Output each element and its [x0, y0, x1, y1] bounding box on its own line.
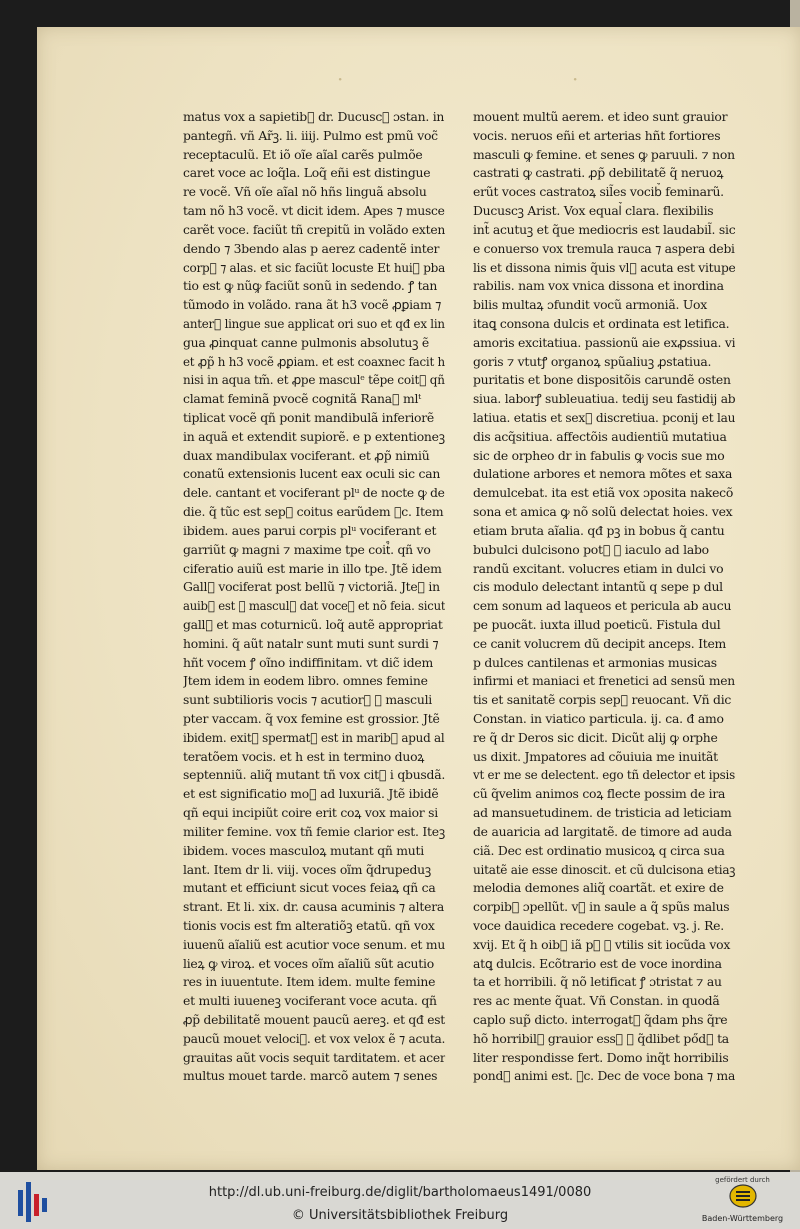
text-line: itaꝗ consona dulcis et ordinata est letifica.: [473, 315, 730, 331]
text-line: gall᷒ et mas coturnicũ. loq̃ autẽ appropriat: [183, 616, 443, 632]
text-line: die. q̃ tũc est sep᷒ coitus earũdem ꝛc. Item: [183, 504, 444, 520]
text-line: carẽt voce. faciũt tñ crepitũ in volãdo exten: [183, 221, 445, 237]
text-line: erũt voces castratoꝝ sil̃es vocib᷒ feminarũ.: [473, 184, 724, 200]
text-line: etiam bruta aĩalia. qđ pꝫ in bobus q̃ cantu: [473, 522, 725, 538]
text-line: grauitas aũt vocis sequit tarditatem. et acer: [183, 1049, 446, 1065]
text-line: qñ equi incipiũt coire erit coꝝ vox maior si: [183, 805, 438, 821]
text-line: goris ⁊ vtutꝭ organoꝝ spũaliuꝫ ꝓstatiua.: [473, 353, 712, 369]
text-line: auib᷒ est ꝙ mascul᷒ dat voceꝫ et nõ feia. sicut: [183, 598, 445, 614]
text-line: bubulci dulcisono pot᷒ ꝙ iaculo ad labo: [473, 541, 709, 557]
text-line: ibidem. voces masculoꝝ mutant qñ muti: [183, 842, 424, 858]
text-line: anter᷒ lingue sue applicat ori suo et qđ ex lin: [183, 315, 445, 331]
sponsor-logo: [695, 1176, 790, 1228]
text-line: receptaculũ. Et iõ oĩe aĩal carẽs pulmõe: [183, 146, 423, 162]
text-line: garriũt ꝙ magni ⁊ maxime tpe coit᷒. qñ vo: [183, 541, 431, 557]
text-line: gua ꝓinquat canne pulmonis absolutuꝫ ẽ: [183, 334, 430, 350]
text-line: et ꝓp̃ h h3 vocẽ ꝓꝑiam. et est coaxnec facit h: [183, 353, 445, 369]
text-line: Jtem idem in eodem libro. omnes femine: [183, 673, 428, 689]
text-line: p dulces cantilenas et armonias musicas: [473, 654, 717, 670]
page-mark-right: ·: [572, 67, 579, 91]
text-line: masculi ꝙ femine. et senes ꝙ paruuli. ⁊ non: [473, 146, 735, 162]
text-line: strant. Et li. xix. dr. causa acuminis ⁊ altera: [183, 899, 445, 915]
text-line: hñt vocem ꝭ oĩno indiffinitam. vt dic̃ idem: [183, 654, 433, 670]
text-line: latiua. etatis et sex᷒ discretiua. pconij et lau: [473, 410, 735, 425]
text-line: castrati ꝙ castrati. ꝓp̃ debilitatẽ q̃ neruoꝝ: [473, 165, 724, 181]
text-line: res ac mente q̃uat. Vñ Constan. in quodã: [473, 993, 720, 1009]
copyright-notice: © Universitätsbibliothek Freiburg: [291, 1208, 509, 1223]
text-line: demulcebat. ita est etiã vox ɔposita nakecõ: [473, 485, 734, 501]
text-line: sic de orpheo dr in fabulis ꝙ vocis sue mo: [473, 447, 725, 463]
text-line: tũmodo in volãdo. rana ãt h3 vocẽ ꝓꝑiam ⁊: [183, 297, 442, 313]
text-line: de auaricia ad largitatẽ. de timore ad auda: [473, 823, 732, 839]
text-line: ce canit volucrem dũ decipit anceps. Item: [473, 635, 727, 651]
text-line: mouent multũ aerem. et ideo sunt grauior: [473, 109, 728, 124]
text-line: vocis. neruos eñi et arterias hñt fortiores: [473, 127, 721, 143]
sponsor-label: gefördert durch: [715, 1176, 770, 1184]
text-line: xvij. Et q̃ h oib᷒ iã pꝫ ꝙ vtilis sit iocũda vox: [473, 936, 731, 952]
text-line: pter vaccam. q̃ vox femine est grossior. Jtẽ: [183, 711, 440, 726]
text-line: caplo sup̃ dicto. interrogat᷒ q̃dam phs q̃re: [473, 1012, 728, 1027]
text-line: duax mandibulax vociferant. et ꝓp̃ nimiũ: [183, 447, 430, 463]
text-line: uitatẽ aie esse dinoscit. et cũ dulcisona etiaꝫ: [473, 861, 736, 877]
text-line: sunt subtilioris vocis ⁊ acutior᷒ ꝙ masculi: [183, 692, 432, 708]
text-line: pond᷒ animi est. ꝛc. Dec de voce bona ⁊ ma: [473, 1068, 735, 1084]
text-line: melodia demones aliq̃ coartãt. et exire de: [473, 880, 724, 896]
text-line: tam nõ h3 vocẽ. vt dicit idem. Apes ⁊ musce: [183, 203, 445, 219]
text-line: pantegñ. vñ Ar̃ꝫ. li. iiij. Pulmo est pmũ voc̃: [183, 127, 438, 143]
text-line: ibidem. exit᷒ spermat᷒ est in marib᷒ apud al: [183, 729, 445, 745]
text-line: infirmi et maniaci et frenetici ad sensũ men: [473, 673, 735, 689]
page-mark-left: ·: [337, 67, 344, 91]
text-line: atꝗ dulcis. Ecõtrario est de voce inordina: [473, 955, 722, 971]
text-line: siua. laborꝭ subleuatiua. tedij seu fastidij ab: [473, 391, 736, 407]
text-line: cem sonum ad laqueos et pericula ab aucu: [473, 598, 732, 614]
text-line: Constan. in viatico particula. ij. ca. đ amo: [473, 711, 724, 726]
viewer-footer: [0, 1172, 800, 1229]
text-line: nisi in aqua tm̃. et ꝓpe masculᵉ tẽpe coit᷒ qñ: [183, 372, 445, 388]
text-line: amoris excitatiua. passionũ aie exꝓssiua. vi: [473, 334, 735, 350]
text-line: in aquã et extendit supiorẽ. e p extentioneꝫ: [183, 428, 445, 444]
text-line: bilis multaꝝ ɔfundit vocũ armoniã. Uox: [473, 297, 708, 313]
text-line: hõ horribil᷒ grauior essꝫ ꝙ q̃dlibet pőd᷒ ta: [473, 1030, 729, 1046]
text-line: lis et dissona nimis q̃uis vl᷒ acuta est vitupe: [473, 259, 736, 275]
text-line: re q̃ dr Deros sic dicit. Dicũt alij ꝙ orphe: [473, 729, 718, 745]
text-line: multus mouet tarde. marcõ autem ⁊ senes: [183, 1068, 438, 1084]
text-line: tis et sanitatẽ corpis sep᷒ reuocant. Vñ dic: [473, 692, 732, 708]
text-line: corp᷒ ⁊ alas. et sic faciũt locuste Et hui᷒ pba: [183, 259, 445, 275]
sponsor-state: Baden-Württemberg: [701, 1214, 784, 1223]
text-line: tiplicat vocẽ qñ ponit mandibulã inferiorẽ: [183, 410, 434, 425]
text-line: ta et horribili. q̃ nõ letificat ꝭ ɔtristat ⁊ au: [473, 974, 722, 990]
state-crest-icon: [728, 1184, 758, 1208]
text-column-right: [473, 108, 735, 1086]
text-line: dis acq̃sitiua. affectõis audientiũ mutatiua: [473, 428, 727, 444]
text-line: re vocẽ. Vñ oĩe aĩal nõ hñs linguã absolu: [183, 184, 427, 200]
text-line: tionis vocis est fm alteratiõꝫ etatũ. qñ vox: [183, 917, 435, 933]
text-line: teratõem vocis. et h est in termino duoꝝ: [183, 748, 425, 764]
text-line: cis modulo delectant intantũ q sepe p dul: [473, 579, 723, 595]
text-line: et multi iuueneꝫ vociferant voce acuta. qñ: [183, 993, 437, 1009]
text-line: vt er me se delectent. ego tñ delector et ipsis: [473, 767, 735, 783]
text-line: cũ q̃velim animos coꝝ flecte possim de ira: [473, 786, 726, 802]
text-line: caret voce ac loq̃la. Loq̃ eñi est distingue: [183, 165, 431, 181]
text-line: dulatione arbores et nemora mõtes et saxa: [473, 466, 733, 482]
text-line: homini. q̃ aũt natalr sunt muti sunt surdi ⁊: [183, 635, 439, 651]
text-line: pe puocãt. iuxta illud poeticũ. Fistula dul: [473, 616, 721, 632]
text-line: rabilis. nam vox vnica dissona et inordina: [473, 278, 724, 294]
text-line: ciã. Dec est ordinatio musicoꝝ q circa sua: [473, 842, 725, 858]
text-line: randũ excitant. volucres etiam in dulci vo: [473, 560, 724, 576]
text-line: tio est ꝙ nũꝙ faciũt sonũ in sedendo. ꝭ tan: [183, 278, 438, 294]
text-line: puritatis et bone dispositõis carundẽ osten: [473, 372, 731, 388]
text-line: ibidem. aues parui corpis plᵘ vociferant et: [183, 522, 437, 538]
text-line: iuuenũ aĩaliũ est acutior voce senum. et mu: [183, 936, 445, 952]
text-line: paucũ mouet veloci᷒. et vox velox ẽ ⁊ acuta.: [183, 1030, 446, 1046]
text-line: int̃ acutuꝫ et q̃ue mediocris est laudabil̃. sic: [473, 221, 735, 237]
text-line: conatũ extensionis lucent eax oculi sic can: [183, 466, 441, 482]
text-line: septenniũ. aliq̃ mutant tñ vox cit᷒ i qbusdã.: [183, 767, 445, 783]
text-line: res in iuuentute. Item idem. multe femine: [183, 974, 436, 990]
text-line: e conuerso vox tremula rauca ⁊ aspera debi: [473, 240, 735, 256]
text-line: corpib᷒ ɔpellũt. vꝫ in saule a q̃ spũs malus: [473, 899, 730, 915]
text-line: dele. cantant et vociferant plᵘ de nocte ꝙ de: [183, 485, 445, 501]
text-line: voce dauidica recedere cogebat. vꝫ. j. Re.: [473, 917, 724, 933]
text-line: lieꝝ ꝙ viroꝝ. et voces oĩm aĩaliũ sũt acutio: [183, 955, 434, 971]
text-line: matus vox a sapietib᷒ dr. Ducuscꝫ ɔstan. in: [183, 109, 445, 124]
text-line: militer femine. vox tñ femie clarior est. Iteꝫ: [183, 823, 445, 839]
text-line: ciferatio auiũ est marie in illo tpe. Jtẽ idem: [183, 560, 442, 576]
text-line: liter respondisse fert. Domo inq̃t horribilis: [473, 1049, 729, 1065]
text-column-left: [183, 108, 445, 1086]
text-line: et est significatio mo᷒ ad luxuriã. Jtẽ ibidẽ: [183, 786, 439, 802]
text-line: Gall᷒ vociferat post bellũ ⁊ victoriã. Jteꝫ in: [183, 579, 440, 595]
text-line: ad mansuetudinem. de tristicia ad leticiam: [473, 805, 732, 821]
text-line: clamat feminã pvocẽ cognitã Rana᷒ mlᵗ: [183, 391, 421, 407]
text-line: sona et amica ꝙ nõ solũ delectat hoies. vex: [473, 504, 733, 520]
permalink-url[interactable]: http://dl.ub.uni-freiburg.de/diglit/bartholomaeus1491/0080: [208, 1185, 592, 1200]
text-line: dendo ⁊ 3bendo alas p aerez cadentẽ inter: [183, 240, 440, 256]
text-line: Ducuscꝫ Arist. Vox equal᷒ clara. flexibilis: [473, 203, 714, 219]
text-line: us dixit. Jmpatores ad cõuiuia me inuitãt: [473, 748, 718, 764]
text-line: ꝓp̃ debilitatẽ mouent paucũ aereꝫ. et qđ est: [183, 1012, 445, 1027]
text-line: lant. Item dr li. viij. voces oĩm q̃drupeduꝫ: [183, 861, 431, 877]
text-line: mutant et efficiunt sicut voces feiaꝝ qñ ca: [183, 880, 436, 896]
